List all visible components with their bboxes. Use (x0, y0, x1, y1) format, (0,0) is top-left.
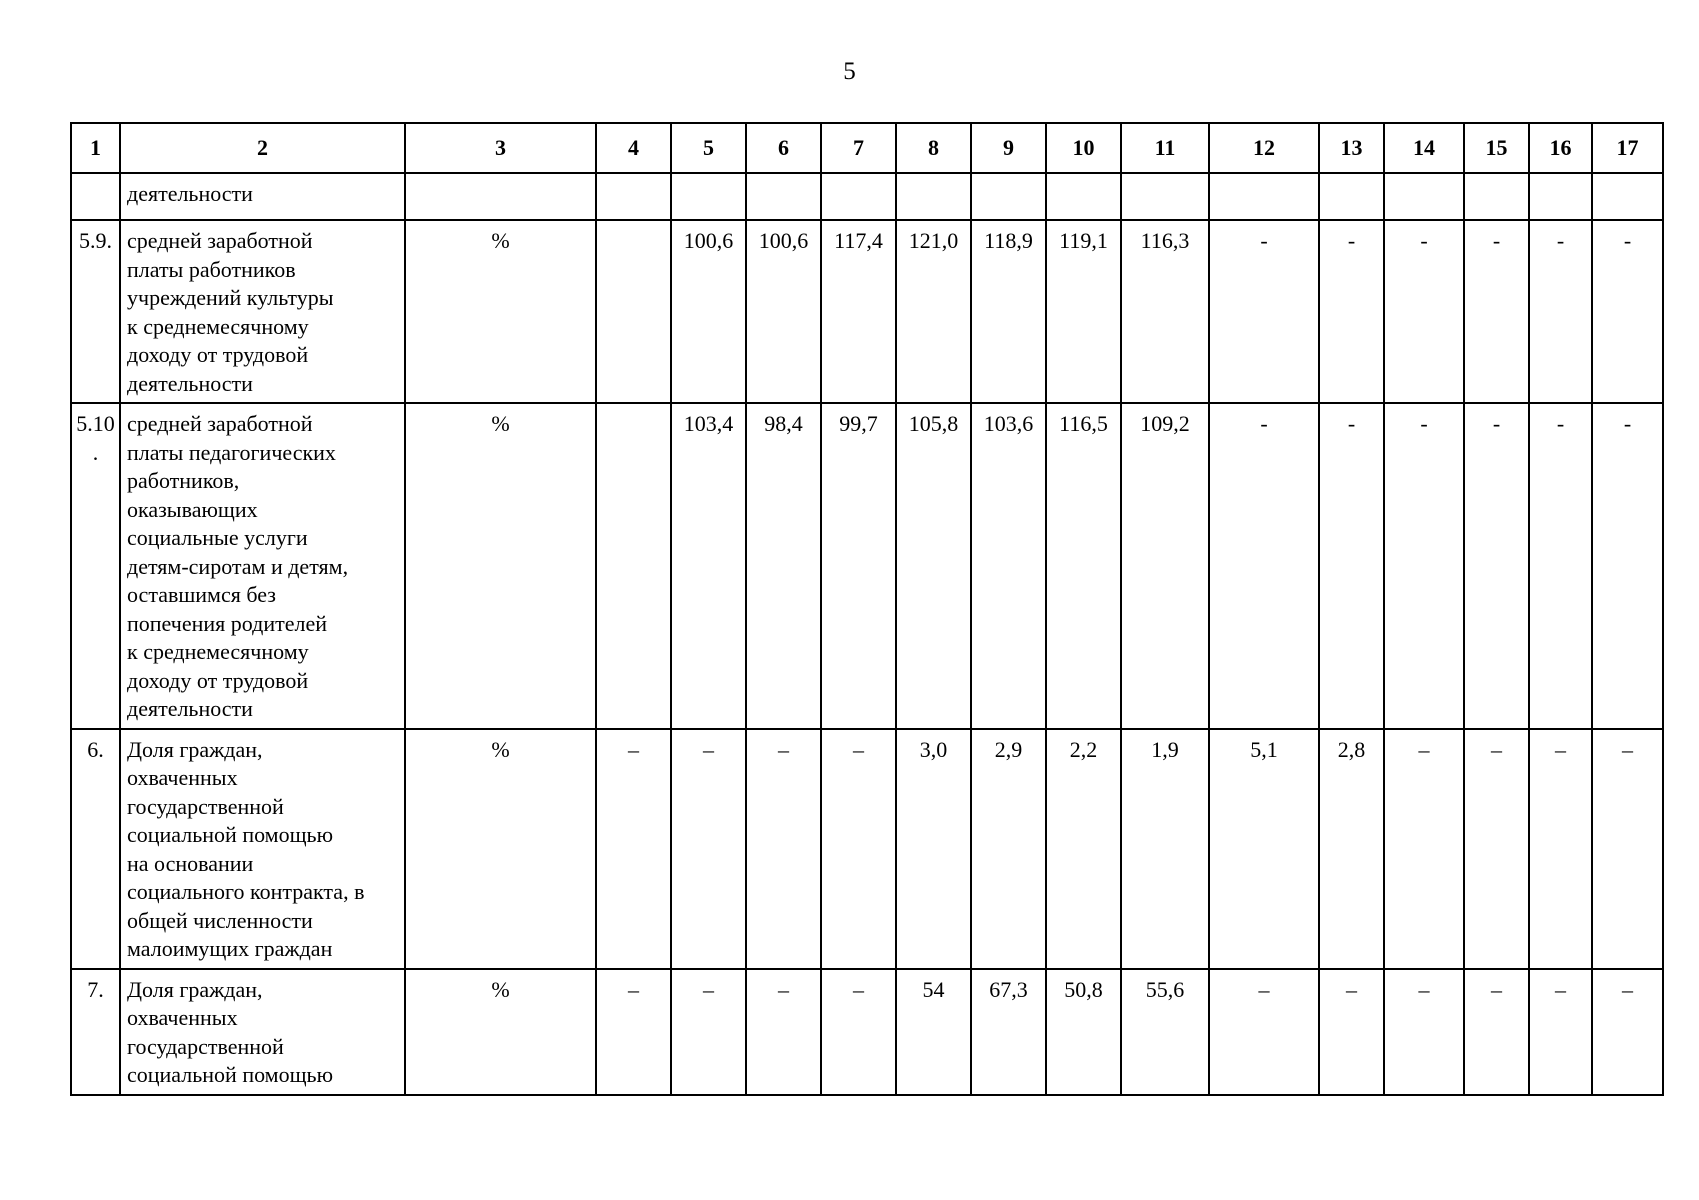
column-header-1: 1 (71, 123, 120, 173)
value-cell-col-8: 54 (896, 969, 971, 1095)
table-body (71, 123, 1663, 1095)
indicator-name (120, 173, 405, 220)
value-cell-col-9: 103,6 (971, 403, 1046, 729)
indicator-name-line: социального контракта, в (127, 879, 365, 904)
indicator-name-line: охваченных (127, 765, 238, 790)
indicator-name-line: доходу от трудовой (127, 667, 309, 693)
value-cell-col-16: – (1529, 729, 1592, 969)
value-cell-col-12: - (1209, 403, 1319, 729)
value-cell-col-11: 55,6 (1121, 969, 1209, 1095)
value-cell-col-14: – (1384, 729, 1464, 969)
value-cell-col-17: - (1592, 220, 1663, 403)
value-cell-col-6: 100,6 (746, 220, 821, 403)
table-row (71, 403, 1663, 729)
value-cell-col-5: 100,6 (671, 220, 746, 403)
value-cell-col-17: – (1592, 969, 1663, 1095)
indicator-name-line: Доля граждан, (127, 736, 263, 762)
indicator-name-line: оказывающих (127, 496, 258, 522)
indicator-name-line: учреждений культуры (127, 285, 334, 310)
column-header-9: 9 (971, 123, 1046, 173)
value-cell-col-14: - (1384, 403, 1464, 729)
unit-cell: % (405, 729, 596, 969)
value-cell-col-12 (1209, 173, 1319, 220)
value-cell-col-7: 99,7 (821, 403, 896, 729)
indicator-name-line: платы педагогических (127, 439, 336, 465)
indicator-name-line: доходу от трудовой (127, 342, 309, 367)
value-cell-col-15 (1464, 173, 1529, 220)
value-cell-col-4 (596, 403, 671, 729)
value-cell-col-4: – (596, 729, 671, 969)
row-number (71, 969, 120, 1095)
indicator-name-line: государственной (127, 793, 284, 819)
value-cell-col-12: 5,1 (1209, 729, 1319, 969)
value-cell-col-4 (596, 173, 671, 220)
value-cell-col-16: - (1529, 403, 1592, 729)
value-cell-col-6: – (746, 729, 821, 969)
value-cell-col-10: 2,2 (1046, 729, 1121, 969)
row-number (71, 403, 120, 729)
value-cell-col-4 (596, 220, 671, 403)
value-cell-col-11: 109,2 (1121, 403, 1209, 729)
value-cell-col-8: 121,0 (896, 220, 971, 403)
column-header-16: 16 (1529, 123, 1592, 173)
value-cell-col-10: 119,1 (1046, 220, 1121, 403)
value-cell-col-8 (896, 173, 971, 220)
column-header-2: 2 (120, 123, 405, 173)
indicator-name-line: к среднемесячному (127, 639, 309, 664)
table-row (71, 729, 1663, 969)
column-header-3: 3 (405, 123, 596, 173)
row-number-line: 5.10 (76, 411, 115, 436)
value-cell-col-6: 98,4 (746, 403, 821, 729)
indicator-name (120, 969, 405, 1095)
value-cell-col-14: – (1384, 969, 1464, 1095)
value-cell-col-7 (821, 173, 896, 220)
value-cell-col-8: 3,0 (896, 729, 971, 969)
value-cell-col-11: 116,3 (1121, 220, 1209, 403)
value-cell-col-13: – (1319, 969, 1384, 1095)
value-cell-col-6 (746, 173, 821, 220)
column-header-15: 15 (1464, 123, 1529, 173)
value-cell-col-14: - (1384, 220, 1464, 403)
indicator-name-line: социальной помощью (127, 1062, 334, 1087)
value-cell-col-16: - (1529, 220, 1592, 403)
value-cell-col-13 (1319, 173, 1384, 220)
value-cell-col-7: 117,4 (821, 220, 896, 403)
row-number (71, 220, 120, 403)
value-cell-col-4: – (596, 969, 671, 1095)
indicator-name-line: социальной помощью (127, 822, 334, 847)
value-cell-col-9 (971, 173, 1046, 220)
column-header-17: 17 (1592, 123, 1663, 173)
value-cell-col-16 (1529, 173, 1592, 220)
page-number: 5 (843, 58, 856, 85)
column-header-13: 13 (1319, 123, 1384, 173)
table-row (71, 173, 1663, 220)
row-number (71, 729, 120, 969)
unit-cell: % (405, 969, 596, 1095)
value-cell-col-8: 105,8 (896, 403, 971, 729)
indicator-name-line: оставшимся без (127, 582, 276, 607)
column-header-11: 11 (1121, 123, 1209, 173)
value-cell-col-10: 116,5 (1046, 403, 1121, 729)
value-cell-col-9: 2,9 (971, 729, 1046, 969)
value-cell-col-16: – (1529, 969, 1592, 1095)
table-row (71, 969, 1663, 1095)
indicator-name-line: платы работников (127, 256, 296, 282)
value-cell-col-10: 50,8 (1046, 969, 1121, 1095)
row-number-line: 5.9. (79, 228, 112, 253)
indicator-name-line: общей численности (127, 907, 313, 933)
value-cell-col-17 (1592, 173, 1663, 220)
unit-cell: % (405, 220, 596, 403)
indicator-name-line: средней заработной (127, 228, 313, 253)
value-cell-col-7: – (821, 969, 896, 1095)
indicator-name-line: деятельности (127, 696, 253, 721)
value-cell-col-17: – (1592, 729, 1663, 969)
value-cell-col-17: - (1592, 403, 1663, 729)
value-cell-col-14 (1384, 173, 1464, 220)
value-cell-col-12: - (1209, 220, 1319, 403)
value-cell-col-13: - (1319, 403, 1384, 729)
value-cell-col-11: 1,9 (1121, 729, 1209, 969)
header-row (71, 123, 1663, 173)
value-cell-col-15: – (1464, 729, 1529, 969)
column-header-12: 12 (1209, 123, 1319, 173)
indicator-name-line: к среднемесячному (127, 313, 309, 339)
indicator-name-line: средней заработной (127, 411, 313, 436)
table-row (71, 220, 1663, 403)
indicator-name-line: государственной (127, 1033, 284, 1059)
value-cell-col-6: – (746, 969, 821, 1095)
unit-cell (405, 173, 596, 220)
row-number-line: . (92, 439, 99, 465)
data-table (70, 122, 1664, 1096)
row-number-line: 7. (87, 976, 104, 1002)
column-header-14: 14 (1384, 123, 1464, 173)
indicator-name-line: малоимущих граждан (127, 936, 333, 961)
value-cell-col-7: – (821, 729, 896, 969)
value-cell-col-10 (1046, 173, 1121, 220)
indicator-name-line: на основании (127, 850, 254, 876)
indicator-name-line: Доля граждан, (127, 976, 263, 1002)
value-cell-col-5: 103,4 (671, 403, 746, 729)
column-header-6: 6 (746, 123, 821, 173)
indicator-name-line: детям-сиротам и детям, (127, 553, 349, 579)
value-cell-col-15: - (1464, 220, 1529, 403)
row-number-line: 6. (87, 736, 104, 762)
indicator-name-line: деятельности (127, 370, 253, 396)
column-header-5: 5 (671, 123, 746, 173)
column-header-10: 10 (1046, 123, 1121, 173)
column-header-7: 7 (821, 123, 896, 173)
value-cell-col-11 (1121, 173, 1209, 220)
column-header-8: 8 (896, 123, 971, 173)
value-cell-col-5: – (671, 969, 746, 1095)
value-cell-col-15: - (1464, 403, 1529, 729)
indicator-name (120, 729, 405, 969)
value-cell-col-12: – (1209, 969, 1319, 1095)
unit-cell: % (405, 403, 596, 729)
value-cell-col-13: 2,8 (1319, 729, 1384, 969)
value-cell-col-13: - (1319, 220, 1384, 403)
value-cell-col-5 (671, 173, 746, 220)
value-cell-col-15: – (1464, 969, 1529, 1095)
value-cell-col-9: 67,3 (971, 969, 1046, 1095)
value-cell-col-9: 118,9 (971, 220, 1046, 403)
indicator-name (120, 403, 405, 729)
indicator-name-line: работников, (127, 468, 240, 493)
indicator-name-line: охваченных (127, 1005, 238, 1030)
indicator-name-line: социальные услуги (127, 525, 308, 550)
value-cell-col-5: – (671, 729, 746, 969)
indicator-name (120, 220, 405, 403)
column-header-4: 4 (596, 123, 671, 173)
row-number (71, 173, 120, 220)
indicator-name-line: попечения родителей (127, 610, 327, 636)
indicator-name-line: деятельности (127, 181, 253, 206)
